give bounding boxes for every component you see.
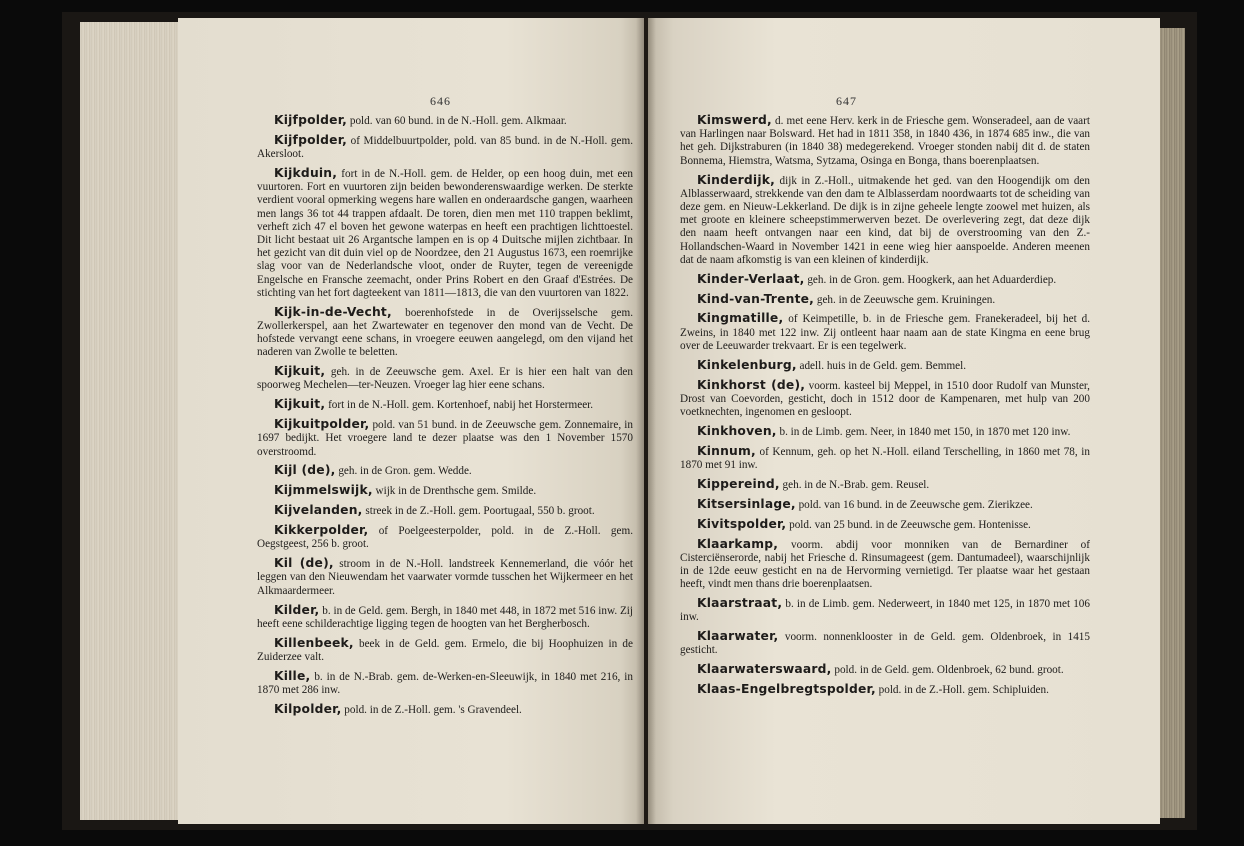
entry-headword: Kilpolder, (274, 701, 342, 716)
dictionary-entry (257, 524, 633, 551)
dictionary-entry (680, 538, 1090, 592)
dictionary-entry (680, 663, 1090, 677)
entry-text: pold. van 16 bund. in de Zeeuwsche gem. Zierikzee. (795, 498, 1033, 511)
right-column (680, 114, 1090, 703)
entry-headword: Kijkduin, (274, 165, 338, 180)
entry-text: pold. van 25 bund. in de Zeeuwsche gem. Hontenisse. (786, 518, 1031, 531)
dictionary-entry (680, 683, 1090, 697)
entry-headword: Kingmatille, (697, 311, 784, 326)
dictionary-entry (680, 518, 1090, 532)
right-page (648, 18, 1160, 824)
entry-headword: Kimswerd, (697, 113, 772, 127)
dictionary-entry (680, 478, 1090, 492)
dictionary-entry (257, 398, 633, 412)
entry-text: pold. in de Geld. gem. Oldenbroek, 62 bund. groot. (831, 664, 1064, 677)
entry-text: voorm. kasteel bij Meppel, in 1510 door Rudolf van Munster, Drost van Coevorden, gesticht, doch in 1512 door de Kampenaren, met hulp van 200 voetknechten, ingenomen en gesloopt. (680, 379, 1090, 418)
entry-headword: Klaarkamp, (697, 536, 779, 551)
entry-text: pold. van 51 bund. in de Zeeuwsche gem. Zonnemaire, in 1697 bedijkt. Het vroegere land te dezer plaatse was den 1 November 1570 overstroomd. (257, 419, 633, 458)
entry-headword: Kijfpolder, (274, 113, 348, 127)
dictionary-entry (257, 604, 633, 631)
dictionary-entry (257, 134, 633, 161)
page-number-left: 646 (430, 94, 451, 108)
entry-headword: Kijmmelswijk, (274, 483, 373, 498)
dictionary-entry (680, 174, 1090, 267)
dictionary-entry (680, 359, 1090, 373)
entry-text: wijk in de Drenthsche gem. Smilde. (372, 485, 537, 498)
entry-text: fort in de N.-Holl. gem. Kortenhoef, nabij het Horstermeer. (325, 399, 594, 412)
left-page (178, 18, 644, 824)
entry-text: of Kennum, geh. op het N.-Holl. eiland Terschelling, in 1860 met 78, in 1870 met 91 inw. (680, 445, 1090, 471)
entry-headword: Kivitspolder, (697, 516, 787, 531)
dictionary-entry (257, 484, 633, 498)
dictionary-entry (257, 167, 633, 300)
dictionary-entry (680, 379, 1090, 420)
dictionary-entry (680, 273, 1090, 287)
dictionary-entry (257, 464, 633, 478)
dictionary-entry (257, 504, 633, 518)
entry-headword: Kijk-in-de-Vecht, (274, 304, 392, 319)
entry-text: beek in de Geld. gem. Ermelo, die bij Hoophuizen in de Zuiderzee valt. (257, 637, 633, 663)
entry-headword: Klaarwaterswaard, (697, 662, 832, 677)
dictionary-entry (680, 293, 1090, 307)
dictionary-entry (257, 637, 633, 664)
entry-text: pold. van 60 bund. in de N.-Holl. gem. Alkmaar. (347, 115, 567, 127)
entry-text: pold. in de Z.-Holl. gem. Schipluiden. (875, 684, 1049, 697)
entry-text: geh. in de Gron. gem. Hoogkerk, aan het Aduarderdiep. (804, 273, 1057, 286)
entry-headword: Klaarwater, (697, 629, 779, 644)
dictionary-entry (680, 425, 1090, 439)
entry-headword: Kippereind, (697, 476, 780, 491)
entry-text: adell. huis in de Geld. gem. Bemmel. (796, 359, 967, 372)
entry-headword: Kinderdijk, (697, 172, 775, 187)
entry-headword: Kinkhorst (de), (697, 377, 806, 392)
entry-headword: Kijl (de), (274, 463, 336, 478)
entry-headword: Kijvelanden, (274, 503, 363, 518)
entry-text: of Middelbuurtpolder, pold. van 85 bund. in de N.-Holl. gem. Akersloot. (257, 134, 633, 161)
entry-headword: Kinder-Verlaat, (697, 271, 805, 286)
entry-headword: Kinkhoven, (697, 423, 777, 438)
entry-headword: Kijfpolder, (274, 132, 348, 147)
page-number-right: 647 (836, 94, 857, 108)
dictionary-entry (680, 312, 1090, 353)
entry-text: dijk in Z.-Holl., uitmakende het ged. van den Hoogendijk om den Alblasserwaard, strekkende van den dam te Alblasserdam noordwaarts tot de scheiding van deze gem. en Nieuw-Lekkerland. De dijk is in zijne geheele lengte zoowel met huizen, als met groote en kleinere scheepstimmerwerven bezet. De overlevering zegt, dat deze dijk den naam heeft ontvangen naar een kind, dat bij de overstrooming van den Z.-Hollandschen-Waard in November 1421 in eene wieg hier aanspoelde. Anderen meenen dat de naam afkomstig is van een kleinen of kinderdijk. (680, 174, 1090, 266)
left-column (257, 114, 633, 723)
entry-text: voorm. nonnenklooster in de Geld. gem. Oldenbroek, in 1415 gesticht. (680, 631, 1090, 657)
entry-text: voorm. abdij voor monniken van de Bernardiner of Cisterciënserorde, nabij het Friesche d. Rinsumageest (gem. Dantumadeel), waarschijnlijk in de 12de eeuw gesticht en na de Hervorming vernietigd. Ter plaatse waar het gestaan heeft, vindt men thans drie boerenplaatsen. (680, 538, 1090, 591)
entry-headword: Kille, (274, 668, 311, 683)
entry-headword: Kijkuitpolder, (274, 417, 370, 432)
dictionary-entry (257, 365, 633, 392)
entry-text: of Keimpetille, b. in de Friesche gem. Franekeradeel, bij het d. Zweins, in 1840 met 122 inw. Zij ontleent haar naam aan de state Kingma en eene brug over de Leeuwarder trekvaart. Er is een tegelwerk. (680, 313, 1090, 352)
dictionary-entry (680, 630, 1090, 657)
entry-headword: Kilder, (274, 602, 320, 617)
dictionary-entry (680, 114, 1090, 168)
entry-text: stroom in de N.-Holl. landstreek Kennemerland, die vóór het leggen van den Nieuwendam het vaarwater vormde tusschen het Wijkermeer en het Alkmaardermeer. (257, 558, 633, 597)
dictionary-entry (680, 445, 1090, 472)
entry-headword: Kijkuit, (274, 364, 326, 379)
dictionary-entry (257, 114, 633, 128)
entry-text: boerenhofstede in de Overijsselsche gem. Zwollerkerspel, aan het Zwartewater en tegenover den mond van de Vecht. De hofstede vervangt eene schans, in vroegere eeuwen aangelegd, om den vijand het naderen van Zwolle te beletten. (257, 306, 633, 359)
entry-headword: Klaarstraat, (697, 596, 783, 611)
entry-text: b. in de Geld. gem. Bergh, in 1840 met 448, in 1872 met 516 inw. Zij heeft eene schilderachtige ligging tegen de hoogten van het Bergherbosch. (257, 604, 633, 630)
entry-text: geh. in de N.-Brab. gem. Reusel. (779, 478, 930, 491)
dictionary-entry (257, 703, 633, 717)
entry-headword: Klaas-Engelbregtspolder, (697, 682, 876, 697)
entry-text: pold. in de Z.-Holl. gem. 's Gravendeel. (341, 703, 522, 716)
dictionary-entry (257, 670, 633, 697)
dictionary-entry (680, 498, 1090, 512)
dictionary-entry (257, 557, 633, 598)
entry-text: geh. in de Zeeuwsche gem. Axel. Er is hier een halt van den spoorweg Mechelen—ter-Neuzen. Vroeger lag hier eene schans. (257, 366, 633, 392)
entry-headword: Kijkuit, (274, 397, 326, 412)
entry-text: streek in de Z.-Holl. gem. Poortugaal, 550 b. groot. (362, 505, 595, 518)
dictionary-entry (257, 418, 633, 459)
entry-headword: Kil (de), (274, 556, 334, 571)
entry-text: b. in de Limb. gem. Nederweert, in 1840 met 125, in 1870 met 106 inw. (680, 598, 1090, 624)
entry-text: b. in de N.-Brab. gem. de-Werken-en-Sleeuwijk, in 1840 met 216, in 1870 met 286 inw. (257, 670, 633, 696)
dictionary-entry (680, 597, 1090, 624)
entry-text: fort in de N.-Holl. gem. de Helder, op een hoog duin, met een vuurtoren. Fort en vuurtoren zijn beiden bewonderenswaardige werken. De sterkte verdient vooral opmerking wegens hare wallen en onderaardsche gangen, waarheen men langs 36 tot 44 trappen afdaalt. De toren, dien men met 110 trappen beklimt, verheft zich 47 el boven het gewone waterpas en heeft een prachtigen lichttoestel. Dit licht bestaat uit 26 Argantsche lampen en is op 4 Duitsche mijlen zichtbaar. In het gezicht van dit duin viel op de Noordzee, den 21 Augustus 1673, een roemrijke slag voor van de Nederlandsche vloot, onder de Ruyter, tegen de vereenigde Engelsche en Fransche zeemacht, onder Prins Robert en den Graaf d'Estrées. De stichting van het fort dagteekent van 1811—1813, die van den vuurtoren van 1822. (257, 167, 633, 299)
entry-headword: Kitsersinlage, (697, 496, 796, 511)
page-edges-left (80, 22, 185, 820)
entry-text: geh. in de Gron. gem. Wedde. (335, 465, 472, 478)
entry-headword: Kikkerpolder, (274, 523, 369, 538)
entry-text: d. met eene Herv. kerk in de Friesche gem. Wonseradeel, aan de vaart van Harlingen naar Bolsward. Het had in 1811 358, in 1840 436, in 1874 685 inw., die van het geh. Dijkstraburen (in 1840 38) medegerekend. Vroeger stonden nabij dit d. de staten Bonnema, Hiemstra, Watsma, Sytzama, Osinga en Bonga, thans boerenplaatsen. (680, 115, 1090, 167)
entry-text: of Poelgeesterpolder, pold. in de Z.-Holl. gem. Oegstgeest, 256 b. groot. (257, 525, 633, 551)
entry-headword: Kinnum, (697, 443, 756, 458)
dictionary-entry (257, 306, 633, 360)
book-gutter (636, 18, 656, 824)
entry-headword: Kinkelenburg, (697, 357, 797, 372)
entry-text: geh. in de Zeeuwsche gem. Kruiningen. (814, 293, 996, 306)
entry-headword: Kind-van-Trente, (697, 291, 815, 306)
entry-headword: Killenbeek, (274, 635, 354, 650)
entry-text: b. in de Limb. gem. Neer, in 1840 met 150, in 1870 met 120 inw. (776, 425, 1071, 438)
